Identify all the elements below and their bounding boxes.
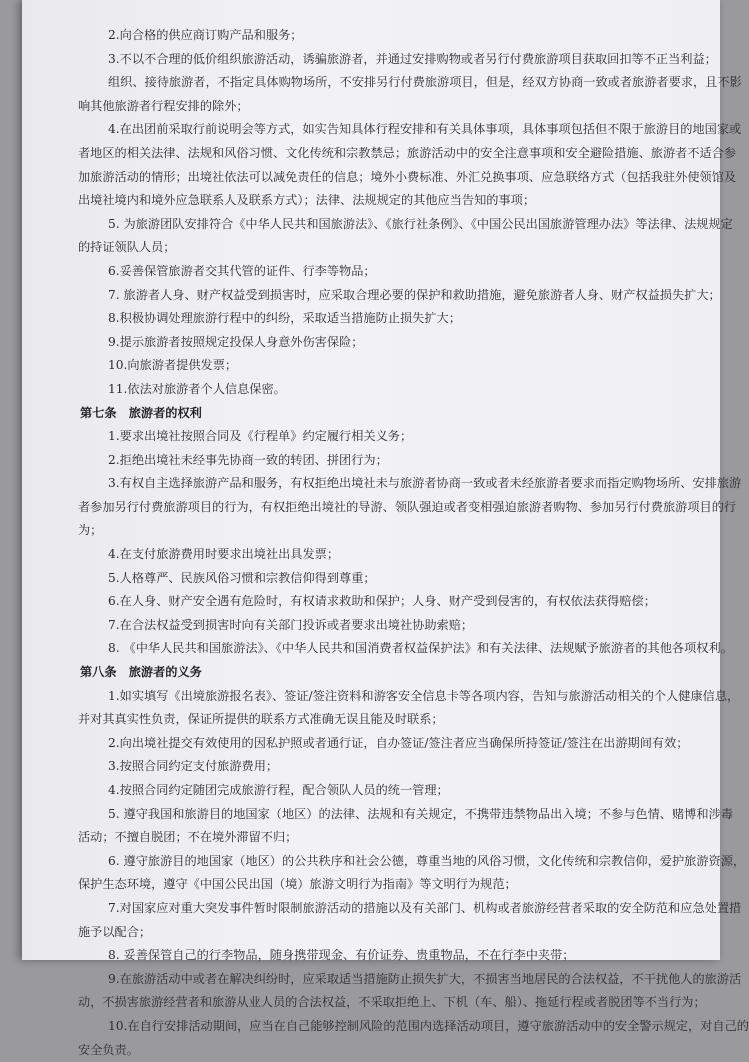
text-line: 4.在支付旅游费用时要求出境社出具发票； (108, 547, 340, 562)
text-line: 6.妥善保管旅游者交其代管的证件、行李等物品； (108, 263, 376, 278)
text-line: 安全负责。 (78, 1042, 139, 1057)
text-line: 5.人格尊严、民族风俗习惯和宗教信仰得到尊重； (108, 570, 376, 585)
document-body (78, 24, 749, 1062)
text-line: 7.在合法权益受到损害时向有关部门投诉或者要求出境社协助索赔； (108, 617, 474, 632)
text-line: 2.向合格的供应商订购产品和服务； (108, 28, 303, 42)
text-line: 8.积极协调处理旅游行程中的纠纷，采取适当措施防止损失扩大； (108, 311, 461, 326)
text-line: 2.向出境社提交有效使用的因私护照或者通行证，自办签证/签注者应当确保所持签证/签注在出游期间有效； (108, 735, 689, 750)
text-line: 施予以配合； (78, 924, 152, 939)
text-line: 8. 《中华人民共和国旅游法》、《中华人民共和国消费者权益保护法》和有关法律、法规赋予旅游者的其他各项权利。 (108, 641, 733, 656)
section-heading: 第七条 旅游者的权利 (80, 405, 202, 420)
text-line: 11.依法对旅游者个人信息保密。 (108, 381, 286, 396)
text-line: 3.不以不合理的低价组织旅游活动，诱骗旅游者，并通过安排购物或者另行付费旅游项目获取回扣等不正当利益； (108, 51, 717, 66)
text-line: 出境社境内和境外应急联系人及联系方式）；法律、法规规定的其他应当告知的事项； (78, 193, 536, 208)
text-line: 1.要求出境社按照合同及《行程单》约定履行相关义务； (108, 429, 413, 444)
text-line: 7. 旅游者人身、财产权益受到损害时，应采取合理必要的保护和救助措施，避免旅游者人身、财产权益损失扩大； (108, 287, 721, 302)
text-line: 响其他旅游者行程安排的除外； (78, 98, 249, 113)
text-line: 5. 遵守我国和旅游目的地国家（地区）的法律、法规和有关规定，不携带违禁物品出入境；不参与色情、赌博和涉毒 (108, 806, 733, 821)
text-line: 4.按照合同约定随团完成旅游行程，配合领队人员的统一管理； (108, 783, 449, 797)
text-line: 者参加另行付费旅游项目的行为，有权拒绝出境社的导游、领队强迫或者变相强迫旅游者购物、参加另行付费旅游项目的行 (78, 499, 737, 514)
text-line: 活动；不擅自脱团；不在境外滞留不归； (78, 830, 298, 845)
text-line: 6.在人身、财产安全遇有危险时，有权请求救助和保护；人身、财产受到侵害的，有权依法获得赔偿； (108, 594, 656, 609)
text-line: 为； (78, 523, 103, 538)
text-line: 保护生态环境，遵守《中国公民出国（境）旅游文明行为指南》等文明行为规范； (78, 877, 517, 892)
text-line: 并对其真实性负责，保证所提供的联系方式准确无误且能及时联系； (78, 712, 444, 727)
text-line: 1.如实填写《出境旅游报名表》、签证/签注资料和游客安全信息卡等各项内容，告知与旅游活动相关的个人健康信息， (108, 688, 740, 703)
text-line: 8. 妥善保管自己的行李物品，随身携带现金、有价证券、贵重物品，不在行李中夹带； (108, 948, 575, 963)
text-line: 5. 为旅游团队安排符合《中华人民共和国旅游法》、《旅行社条例》、《中国公民出国旅游管理办法》等法律、法规规定 (108, 216, 733, 231)
text-line: 的持证领队人员； (78, 240, 176, 255)
text-line: 10.向旅游者提供发票； (108, 358, 238, 373)
section-heading: 第八条 旅游者的义务 (80, 665, 202, 680)
text-line: 7.对国家应对重大突发事件暂时限制旅游活动的措施以及有关部门、机构或者旅游经营者采取的安全防范和应急处置措 (108, 900, 742, 915)
text-line: 加旅游活动的情形；出境社依法可以减免责任的信息；境外小费标准、外汇兑换事项、应急联络方式（包括我驻外使领馆及 (78, 169, 737, 184)
text-line: 9.提示旅游者按照规定投保人身意外伤害保险； (108, 334, 364, 349)
text-line: 10.在自行安排活动期间，应当在自己能够控制风险的范围内选择活动项目，遵守旅游活动中的安全警示规定，对自己的 (108, 1018, 749, 1033)
text-line: 9.在旅游活动中或者在解决纠纷时，应采取适当措施防止损失扩大，不损害当地居民的合法权益，不干扰他人的旅游活 (108, 971, 742, 986)
text-line: 3.有权自主选择旅游产品和服务，有权拒绝出境社未与旅游者协商一致或者未经旅游者要求而指定购物场所、安排旅游 (108, 476, 742, 491)
text-line: 2.拒绝出境社未经事先协商一致的转团、拼团行为； (108, 452, 388, 467)
text-line: 6. 遵守旅游目的地国家（地区）的公共秩序和社会公德，尊重当地的风俗习惯，文化传统和宗教信仰，爱护旅游资源， (108, 853, 746, 868)
text-line: 动，不损害旅游经营者和旅游从业人员的合法权益，不采取拒绝上、下机（车、船）、拖延行程或者脱团等不当行为； (78, 995, 706, 1010)
text-line: 组织、接待旅游者，不指定具体购物场所，不安排另行付费旅游项目，但是，经双方协商一致或者旅游者要求，且不影 (108, 75, 742, 90)
text-line: 者地区的相关法律、法规和风俗习惯、文化传统和宗教禁忌；旅游活动中的安全注意事项和安全避险措施、旅游者不适合参 (78, 145, 737, 160)
text-line: 3.按照合同约定支付旅游费用； (108, 759, 279, 774)
text-line: 4.在出团前采取行前说明会等方式，如实告知具体行程安排和有关具体事项，具体事项包括但不限于旅游目的地国家或 (108, 122, 742, 137)
document-page (22, 0, 749, 1057)
